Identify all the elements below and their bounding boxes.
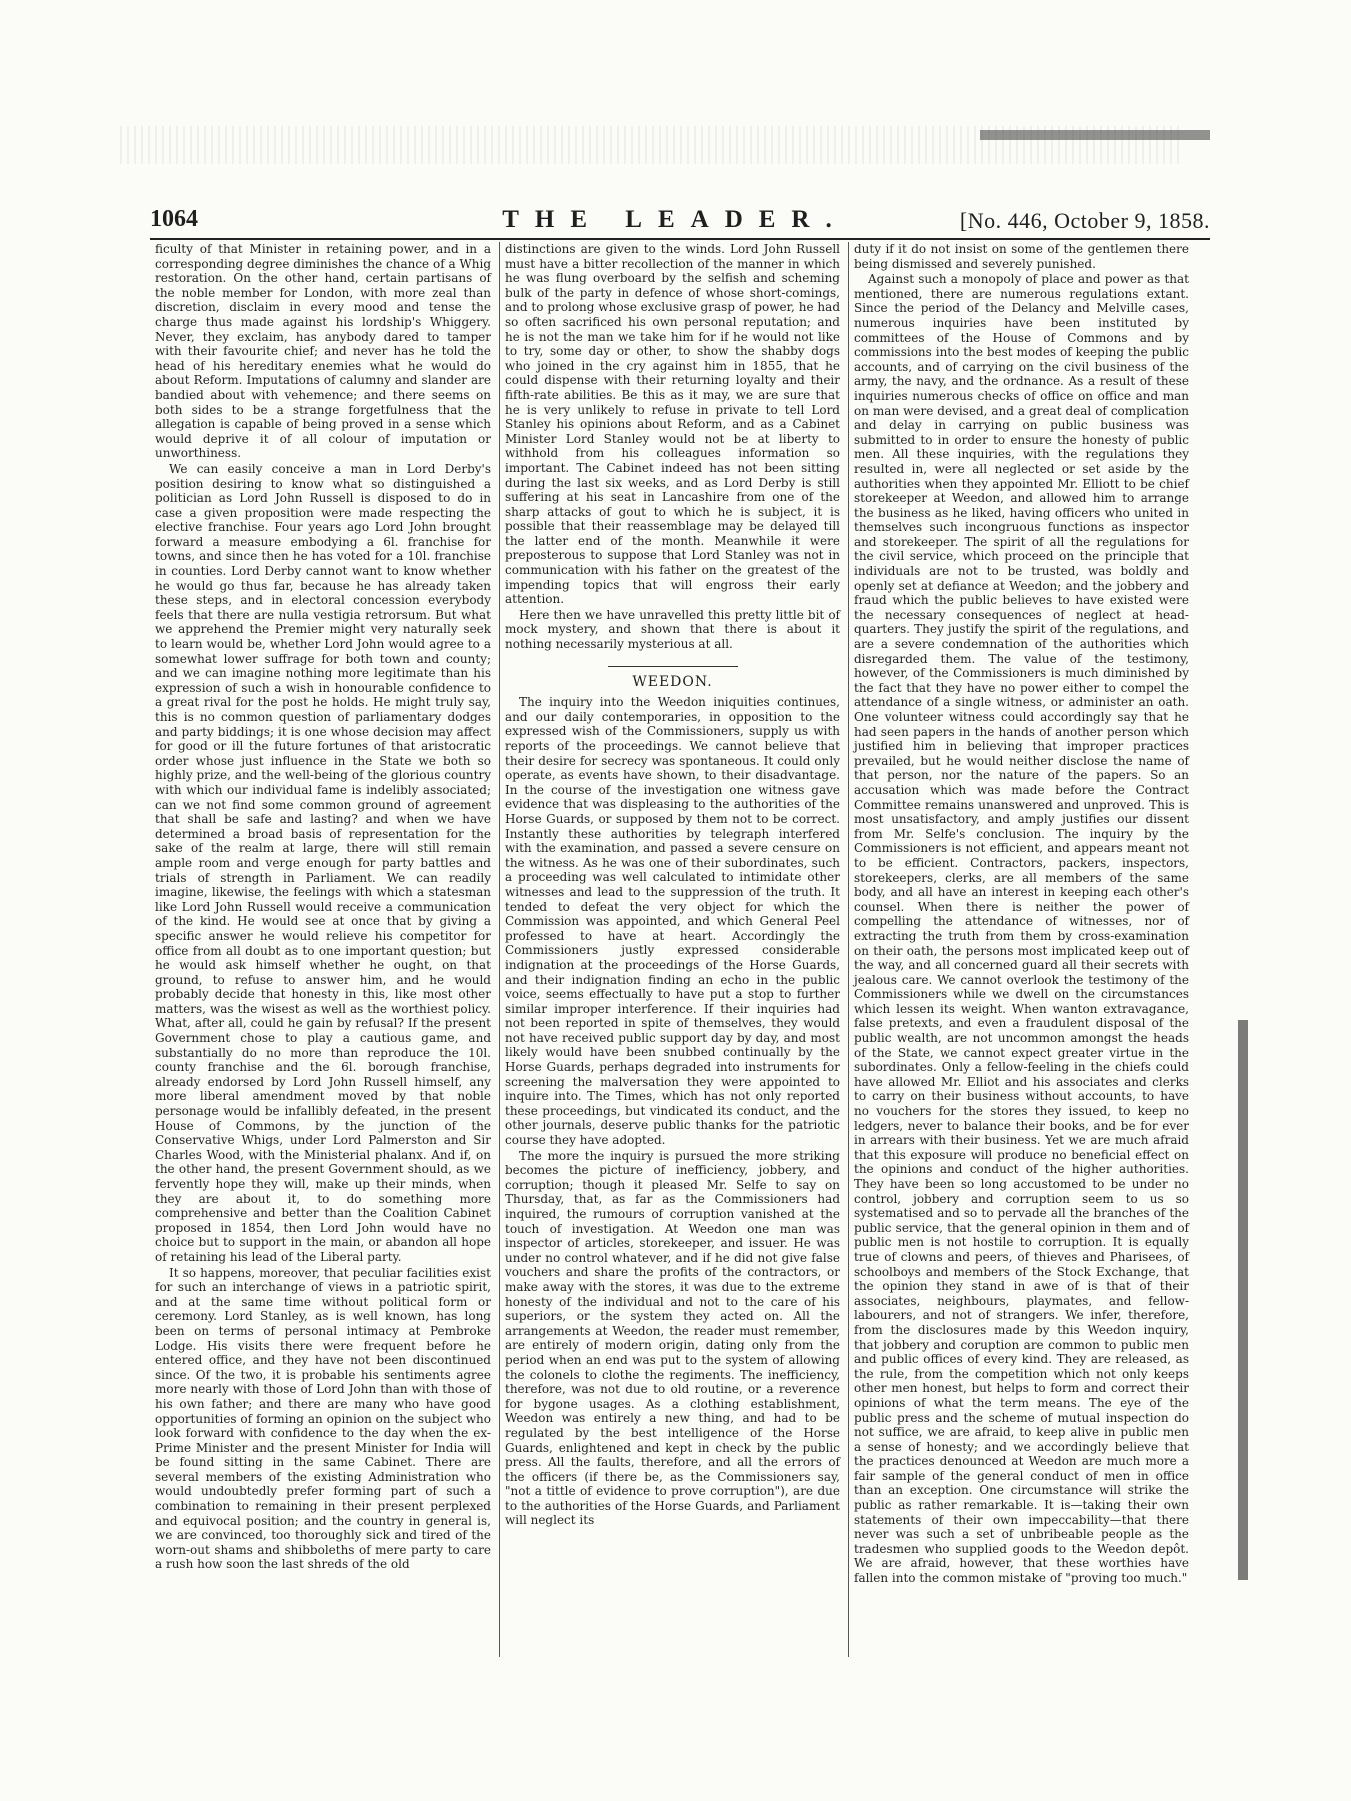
masthead [150,206,1210,236]
paragraph: duty if it do not insist on some of the gentlemen there being dismissed and severely punished. [854,242,1189,271]
column-1 [150,242,496,1657]
masthead-rule [150,238,1210,240]
paragraph: Here then we have unravelled this pretty little bit of mock mystery, and shown that there is about it nothing necessarily mysterious at all. [505,607,840,652]
paragraph: ficulty of that Minister in retaining power, and in a corresponding degree diminishes the chance of a Whig restoration. On the other hand, certain partisans of the noble member for London, with more zeal than discretion, disclaim in every mood and tense the charge thus made against his lordship's Whiggery. Never, they exclaim, has anybody dared to tamper with their favourite chief; and never has he told the head of his hereditary enemies what he would do about Reform. Imputations of calumny and slander are bandied about with vehemence; and there seems on both sides to be a strange forgetfulness that the allegation is capable of being proved in a sense which would deprive it of all colour of imputation or unworthiness. [155,242,492,461]
paragraph: The more the inquiry is pursued the more striking becomes the picture of inefficiency, jobbery, and corruption; though it pleased Mr. Selfe to say on Thursday, that, as far as the Commissioners had inquired, the rumours of corruption vanished at the touch of investigation. At Weedon one man was inspector of articles, storekeeper, and issuer. He was under no control whatever, and if he did not give false vouchers and share the profits of the contractors, or make away with the stores, it was due to the extreme honesty of the individual and not to the care of his superiors, or the system they acted on. All the arrangements at Weedon, the reader must remember, are entirely of modern origin, dating only from the period when an end was put to the system of allowing the colonels to clothe the regiments. The inefficiency, therefore, was not due to old routine, or a reverence for bygone usages. As a clothing establishment, Weedon was entirely a new thing, and had to be regulated by the best intelligence of the Horse Guards, enlightened and kept in check by the public press. All the faults, therefore, and all the errors of the officers (if there be, as the Commissioners say, "not a tittle of evidence to prove corruption"), are due to the authorities of the Horse Guards, and Parliament will neglect its [505,1148,840,1528]
paragraph: We can easily conceive a man in Lord Derby's position desiring to know what so distinguished a politician as Lord John Russell is disposed to do in case a given proposition were made respecting the elective franchise. Four years ago Lord John brought forward a measure embodying a 6l. franchise for towns, and since then he has voted for a 10l. franchise in counties. Lord Derby cannot want to know whether he would go thus far, because he has already taken these steps, and in electoral concession everybody feels that there are nulla vestigia retrorsum. But what we apprehend the Premier might very naturally seek to learn would be, whether Lord John would agree to a somewhat lower suffrage for both town and county; and we can imagine nothing more legitimate than his expression of such a wish in honourable confidence to a great rival for the post he holds. He might truly say, this is no common question of parliamentary dodges and party biddings; it is one whose decision may affect for good or ill the future fortunes of that aristocratic order whose just influence in the State we both so highly prize, and the well-being of the glorious country with which our individual fame is indelibly associated; can we not find some common ground of agreement that shall be safe and lasting? and when we have determined a broad basis of representation for the sake of the realm at large, there will still remain ample room and verge enough for party battles and trials of strength in Parliament. We can readily imagine, likewise, the feelings with which a statesman like Lord John Russell would receive a communication of the kind. He would see at once that by giving a specific answer he would relieve his competitor for office from all doubt as to one important question; but he would ask himself whether he ought, on that ground, to refuse to answer him, and he would probably decide that honesty in this, like most other matters, was the wisest as well as the worthiest policy. What, after all, could he gain by refusal? If the present Government chose to play a cautious game, and substantially do no more than reproduce the 10l. county franchise and the 6l. borough franchise, already endorsed by Lord John Russell himself, any more liberal amendment moved by that noble personage would be infallibly defeated, in the present House of Commons, by the junction of the Conservative Whigs, under Lord Palmerston and Sir Charles Wood, with the Ministerial phalanx. And if, on the other hand, the present Government should, as we fervently hope they will, make up their minds, when they are about it, to do something more comprehensive and better than the Coalition Cabinet proposed in 1854, then Lord John would have no choice but to support in the main, or abandon all hope of retaining his lead of the Liberal party. [155,461,491,1264]
section-divider [608,666,738,667]
paragraph: Against such a monopoly of place and power as that mentioned, there are numerous regulations extant. Since the period of the Delancy and Melville cases, numerous inquiries have been instituted by committees of the House of Commons and by commissions into the best modes of keeping the public accounts, and of carrying on the civil business of the army, the navy, and the ordnance. As a result of these inquiries numerous checks of office on office and man on man were devised, and a great deal of complication and delay in carrying on public business was submitted to in order to ensure the honesty of public men. All these inquiries, with the regulations they resulted in, were all neglected or set aside by the authorities when they appointed Mr. Elliott to be chief storekeeper at Weedon, and allowed him to arrange the business as he liked, having officers who united in themselves such incongruous functions as inspector and storekeeper. The spirit of all the regulations for the civil service, which proceed on the principle that individuals are not to be trusted, was boldly and openly set at defiance at Weedon; and the jobbery and fraud which the public believes to have existed were the necessary consequences of neglect at head-quarters. They justify the spirit of the regulations, and are a severe condemnation of the authorities which disregarded them. The value of the testimony, however, of the Commissioners is much diminished by the fact that they have no power either to compel the attendance of a single witness, or administer an oath. One volunteer witness could accordingly say that he had seen papers in the hands of another person which justified him in believing that improper practices prevailed, but he would neither disclose the name of that person, nor the nature of the papers. So an accusation which was made before the Contract Committee remains unanswered and unproved. This is most unsatisfactory, and amply justifies our dissent from Mr. Selfe's conclusion. The inquiry by the Commissioners is not efficient, and appears meant not to be efficient. Contractors, packers, inspectors, storekeepers, clerks, are all members of the same body, and all have an interest in keeping each other's counsel. When there is neither the power of compelling the attendance of witnesses, nor of extracting the truth from them by cross-examination on their oath, the persons most implicated keep out of the way, and all concerned guard all their secrets with jealous care. We cannot overlook the testimony of the Commissioners while we dwell on the circumstances which lessen its weight. When wanton extravagance, false pretexts, and even a fraudulent disposal of the public wealth, are not uncommon amongst the heads of the State, we cannot expect greater virtue in the subordinates. Only a fellow-feeling in the chiefs could have allowed Mr. Elliot and his associates and clerks to carry on their business without accounts, to have no vouchers for the stores they issued, to keep no ledgers, never to balance their books, and be for ever in arrears with their business. Yet we are much afraid that this exposure will produce no beneficial effect on the opinions and conduct of the higher authorities. They have been so long accustomed to be under no control, jobbery and corruption seem to us so systematised and so to pervade all the branches of the public service, that the general opinion in them and of public men is not hostile to corruption. It is equally true of clowns and peers, of thieves and Pharisees, of schoolboys and members of the Stock Exchange, that the opinion they stand in awe of is that of their associates, neighbours, playmates, and fellow-labourers, and not of strangers. We infer, therefore, from the disclosures made by this Weedon inquiry, that jobbery and coruption are common to public men and public offices of every kind. They are released, as the rule, from the competition which not only keeps other men honest, but helps to form and correct their opinions of what the term means. The eye of the public press and the scheme of mutual inspection do not suffice, we are afraid, to keep alive in public men a sense of honesty; and we accordingly believe that the practices denounced at Weedon are much more a fair sample of the general conduct of men in office than an exception. One circumstance will strike the public as rather remarkable. It is—taking their own statements of their own impeccability—that there never was such a set of unbribeable people as the tradesmen who supplied goods to the Weedon depôt. We are afraid, however, that these worthies have fallen into the common mistake of "proving too much." [854,272,1189,1586]
article-columns [150,242,1210,1657]
paragraph: distinctions are given to the winds. Lord John Russell must have a bitter recollection of the manner in which he was flung overboard by the selfish and scheming bulk of the party in defence of whose short-comings, and to prolong whose exclusive grasp of power, he had so often sacrificed his own personal reputation; and he is not the man we take him for if he would not like to try, some day or other, to show the shabby dogs who joined in the cry against him in 1855, that he could dispense with their returning loyalty and their fifth-rate abilities. Be this as it may, we are sure that he is very unlikely to refuse in private to tell Lord Stanley his opinions about Reform, and as a Cabinet Minister Lord Stanley would not be at liberty to withhold from his colleagues information so important. The Cabinet indeed has not been sitting during the last six weeks, and as Lord Derby is still suffering at his seat in Lancashire from one of the sharp attacks of gout to which he is subject, it is possible that their reassemblage may be delayed till the latter end of the month. Meanwhile it were preposterous to suppose that Lord Stanley was not in communication with his father on the greatest of the impending topics that will engross their early attention. [505,242,840,607]
paragraph: It so happens, moreover, that peculiar facilities exist for such an interchange of views in a patriotic spirit, and at the same time without political form or ceremony. Lord Stanley, as is well known, has long been on terms of personal intimacy at Pembroke Lodge. His visits there were frequent before he entered office, and they have not been discontinued since. Of the two, it is probable his sentiments agree more nearly with those of Lord John than with those of his own father; and there are many who have good opportunities of forming an opinion on the subject who look forward with confidence to the day when the ex-Prime Minister and the present Minister for India will be found sitting in the same Cabinet. There are several members of the existing Administration who would undoubtedly prefer forming part of such a combination to remaining in their present perplexed and equivocal position; and the country in general is, we are convinced, too thoroughly sick and tired of the worn-out shams and shibboleths of mere party to care a rush how soon the last shreds of the old [155,1265,491,1572]
column-3 [848,242,1194,1657]
scan-artifact-mark [980,130,1210,140]
issue-date: [No. 446, October 9, 1858. [959,208,1210,233]
section-heading: WEEDON. [632,673,713,690]
scan-edge-shadow [1238,1020,1248,1580]
newspaper-title: THE LEADER. [502,206,848,233]
column-2 [499,242,845,1657]
page-number: 1064 [150,206,198,232]
paragraph: The inquiry into the Weedon iniquities continues, and our daily contemporaries, in opposition to the expressed wish of the Commissioners, supply us with reports of the proceedings. We cannot believe that their desire for secrecy was spontaneous. It could only operate, as events have shown, to their disadvantage. In the course of the investigation one witness gave evidence that was displeasing to the authorities of the Horse Guards, or supposed by them not to be correct. Instantly these authorities by telegraph interfered with the examination, and passed a severe censure on the witness. As he was one of their subordinates, such a proceeding was well calculated to intimidate other witnesses and lead to the suppression of the truth. It tended to defeat the very object for which the Commission was appointed, and which General Peel professed to have at heart. Accordingly the Commissioners justly expressed considerable indignation at the proceedings of the Horse Guards, and their indignation finding an echo in the public voice, seems effectually to have put a stop to further similar improper interference. If their inquiries had not been reported in spite of themselves, they would not have received public support day by day, and most likely would have been snubbed continually by the Horse Guards, perhaps degraded into instruments for screening the malversation they were appointed to inquire into. The Times, which has not only reported these proceedings, but vindicated its conduct, and the other journals, deserve public thanks for the patriotic course they have adopted. [505,695,840,1148]
